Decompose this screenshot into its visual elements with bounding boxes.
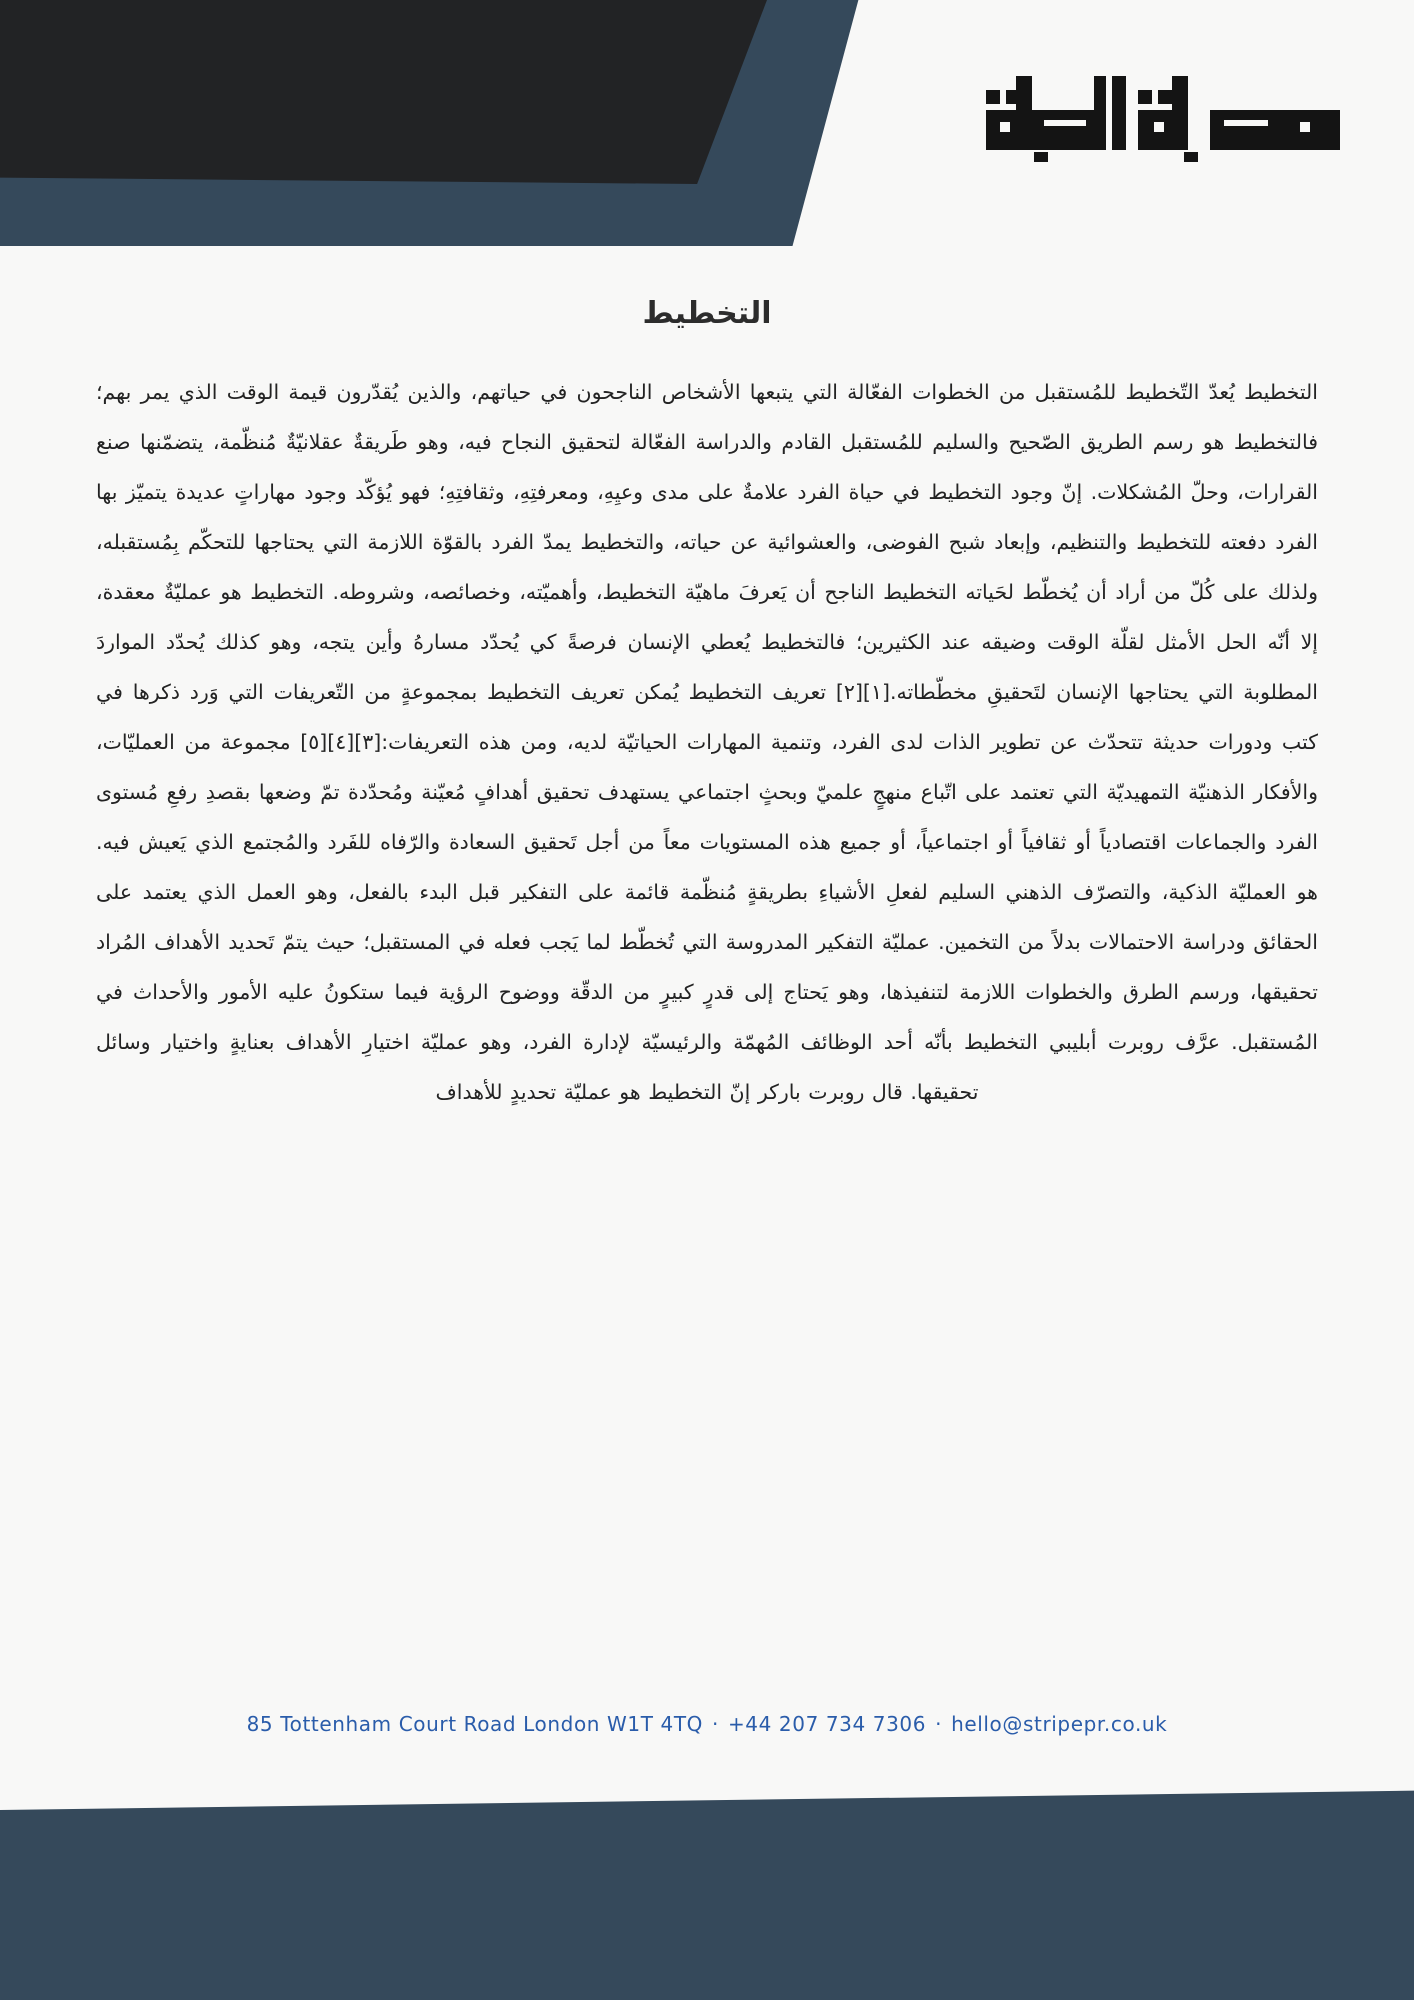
footer-contact-line xyxy=(0,1712,1414,1736)
footer-email[interactable]: hello@stripepr.co.uk xyxy=(951,1712,1168,1736)
article-body-text: التخطيط يُعدّ التّخطيط للمُستقبل من الخطوات الفعّالة التي يتبعها الأشخاص الناجحون في حياتهم، والذين يُقدّرون قيمة الوقت الذي يمر بهم؛ فالتخطيط هو رسم الطريق الصّحيح والسليم للمُستقبل القادم والدراسة الفعّالة لتحقيق النجاح فيه، وهو طَريقةٌ عقلانيّةٌ مُنظّمة، يتضمّنها صنع القرارات، وحلّ المُشكلات. إنّ وجود التخطيط في حياة الفرد علامةٌ على مدى وعيِهِ، ومعرفتِهِ، وثقافتِهِ؛ فهو يُؤكّد وجود مهاراتٍ عديدة يتميّز بها الفرد دفعته للتخطيط والتنظيم، وإبعاد شبح الفوضى، والعشوائية عن حياته، والتخطيط يمدّ الفرد بالقوّة اللازمة التي يحتاجها للتحكّم بِمُستقبله، ولذلك على كُلّ من أراد أن يُخطّط لحَياته التخطيط الناجح أن يَعرفَ ماهيّة التخطيط، وأهميّته، وخصائصه، وشروطه. التخطيط هو عمليّةٌ معقدة، إلا أنّه الحل الأمثل لقلّة الوقت وضيقه عند الكثيرين؛ فالتخطيط يُعطي الإنسان فرصةً كي يُحدّد مسارهُ وأين يتجه، وهو كذلك يُحدّد المواردَ المطلوبة التي يحتاجها الإنسان لتَحقيقِ مخطّطاته.[١][٢] تعريف التخطيط يُمكن تعريف التخطيط بمجموعةٍ من التّعريفات التي وَرد ذكرها في كتب ودورات حديثة تتحدّث عن تطوير الذات لدى الفرد، وتنمية المهارات الحياتيّة لديه، ومن هذه التعريفات:[٣][٤][٥] مجموعة من العمليّات، والأفكار الذهنيّة التمهيديّة التي تعتمد على اتّباع منهجٍ علميّ وبحثٍ اجتماعي يستهدف تحقيق أهدافٍ مُعيّنة ومُحدّدة تمّ وضعها بقصدِ رفعِ مُستوى الفرد والجماعات اقتصادياً أو ثقافياً أو اجتماعياً، أو جميع هذه المستويات معاً من أجل تَحقيق السعادة والرّفاه للفَرد والمُجتمع الذي يَعيش فيه. هو العمليّة الذكية، والتصرّف الذهني السليم لفعلِ الأشياءِ بطريقةٍ مُنظّمة قائمة على التفكير قبل البدء بالفعل، وهو العمل الذي يعتمد على الحقائق ودراسة الاحتمالات بدلاً من التخمين. عمليّة التفكير المدروسة التي تُخطّط لما يَجب فعله في المستقبل؛ حيث يتمّ تَحديد الأهداف المُراد تحقيقها، ورسم الطرق والخطوات اللازمة لتنفيذها، وهو يَحتاج إلى قدرٍ كبيرٍ من الدقّة ووضوح الرؤية فيما ستكونُ عليه الأمور والأحداث في المُستقبل. عرَّف روبرت أبليبي التخطيط بأنّه أحد الوظائف المُهمّة والرئيسيّة لإدارة الفرد، وهو عمليّة اختيارِ الأهداف بعنايةٍ واختيار وسائل تحقيقها. قال روبرت باركر إنّ التخطيط هو عمليّة تحديدٍ للأهداف xyxy=(96,380,1318,1104)
article xyxy=(96,296,1318,1117)
brand-logo xyxy=(948,52,1368,172)
majallat-alhayat-logo-mark xyxy=(948,52,1368,172)
footer-slate-shape xyxy=(0,1790,1414,2000)
footer-separator-1: · xyxy=(711,1712,719,1736)
page-title: التخطيط xyxy=(642,296,772,331)
footer-phone[interactable]: +44 207 734 7306 xyxy=(727,1712,927,1736)
header-dark-shape xyxy=(0,0,770,184)
footer-separator-2: · xyxy=(935,1712,943,1736)
header-slate-shape xyxy=(0,0,860,246)
footer-address: 85 Tottenham Court Road London W1T 4TQ xyxy=(246,1712,703,1736)
